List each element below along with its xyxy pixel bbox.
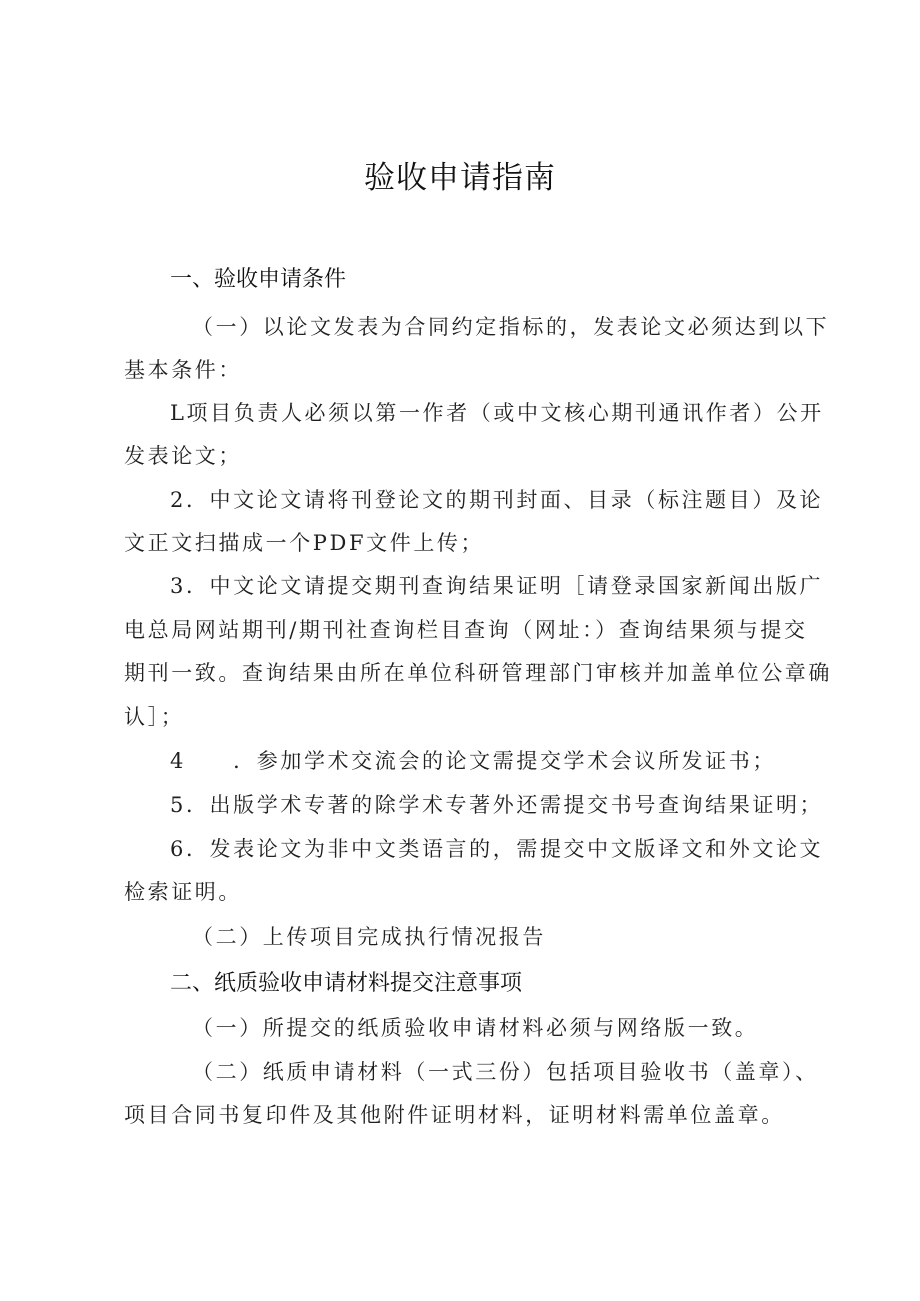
condition-2-line-2: 文正文扫描成一个PDF文件上传；: [124, 531, 485, 555]
section-1-item-1-line-1: （一）以论文发表为合同约定指标的，发表论文必须达到以下: [192, 315, 830, 339]
condition-3-line-3: 期刊一致。查询结果由所在单位科研管理部门审核并加盖单位公章确: [124, 661, 832, 685]
condition-3-line-4: 认］；: [124, 705, 185, 729]
condition-1-line-1: L项目负责人必须以第一作者（或中文核心期刊通讯作者）公开: [170, 401, 824, 425]
condition-5-line-1: 5．出版学术专著的除学术专著外还需提交书号查询结果证明；: [170, 793, 824, 817]
condition-2-line-1: 2．中文论文请将刊登论文的期刊封面、目录（标注题目）及论: [170, 488, 824, 512]
page-title: 验收申请指南: [364, 160, 556, 196]
condition-3-line-1: 3．中文论文请提交期刊查询结果证明［请登录国家新闻出版广: [170, 574, 824, 598]
condition-4-line-1: 4 ．参加学术交流会的论文需提交学术会议所发证书；: [170, 749, 776, 773]
condition-6-line-2: 检索证明。: [124, 880, 242, 904]
section-2-item-1: （一）所提交的纸质验收申请材料必须与网络版一致。: [192, 1016, 759, 1040]
condition-6-line-1: 6．发表论文为非中文类语言的，需提交中文版译文和外文论文: [170, 837, 824, 861]
section-2-heading: 二、纸质验收申请材料提交注意事项: [170, 971, 523, 996]
section-1-item-2: （二）上传项目完成执行情况报告: [192, 925, 546, 949]
section-1-heading: 一、验收申请条件: [170, 267, 347, 292]
section-2-item-2-line-1: （二）纸质申请材料（一式三份）包括项目验收书（盖章）、: [192, 1060, 819, 1084]
section-2-item-2-line-2: 项目合同书复印件及其他附件证明材料，证明材料需单位盖章。: [124, 1103, 785, 1127]
section-1-item-1-line-2: 基本条件：: [124, 358, 242, 382]
condition-3-line-2: 电总局网站期刊/期刊社查询栏目查询（网址：）查询结果须与提交: [124, 618, 808, 642]
condition-1-line-2: 发表论文；: [124, 444, 242, 468]
